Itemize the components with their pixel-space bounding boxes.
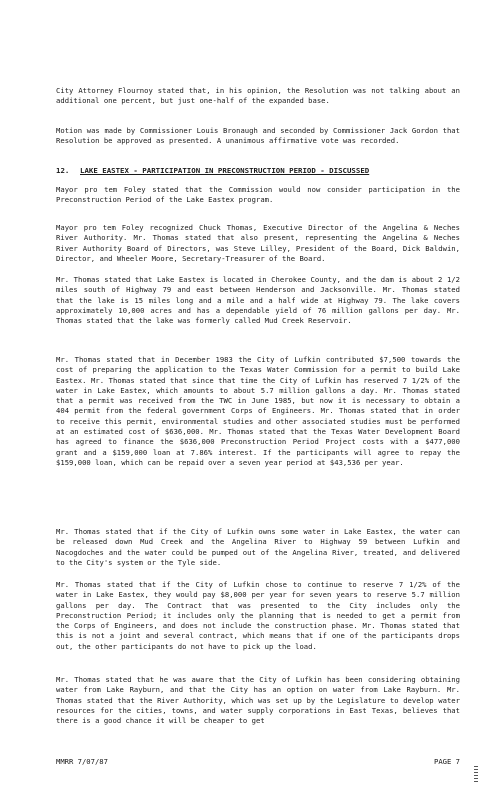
footer-date: MMRR 7/07/87 <box>56 757 108 766</box>
paragraph-water-release: Mr. Thomas stated that if the City of Lufkin owns some water in Lake Eastex, the water can be released down Mud Creek and the Angelina River to Highway 59 between Lufkin and Nacogdoches and the water could be pumped out of the Angelina River, treated, and delivered to the City's system or the Tyle side. <box>56 527 460 567</box>
footer-page-number: PAGE 7 <box>434 757 460 766</box>
paragraph-motion: Motion was made by Commissioner Louis Bronaugh and seconded by Commissioner Jack Gordon that Resolution be approved as presented. A unanimous affirmative vote was recorded. <box>56 126 460 146</box>
margin-scan-mark <box>474 766 478 784</box>
section-number: 12. <box>56 166 70 175</box>
section-heading <box>56 166 466 176</box>
paragraph-reserve: Mr. Thomas stated that if the City of Lufkin chose to continue to reserve 7 1/2% of the water in Lake Eastex, they would pay $8,000 per year for seven years to reserve 5.7 million gallons per day. The Contract that was presented to the City includes only the Preconstruction Period; it includes only the planning that is needed to get a permit from the Corps of Engineers, and does not include the construction phase. Mr. Thomas stated that this is not a joint and several contract, which means that if one of the participants drops out, the other participants do not have to pick up the load. <box>56 580 460 651</box>
paragraph-mayor-consider: Mayor pro tem Foley stated that the Commission would now consider participation in the Preconstruction Period of the Lake Eastex program. <box>56 185 460 205</box>
section-title: LAKE EASTEX - PARTICIPATION IN PRECONSTRUCTION PERIOD - DISCUSSED <box>80 166 370 175</box>
paragraph-city-attorney: City Attorney Flournoy stated that, in his opinion, the Resolution was not talking about an additional one percent, but just one-half of the expanded base. <box>56 86 460 106</box>
paragraph-lake-rayburn: Mr. Thomas stated that he was aware that the City of Lufkin has been considering obtaining water from Lake Rayburn, and that the City has an option on water from Lake Rayburn. Mr. Thomas stated that the River Authority, which was set up by the Legislature to develop water resources for the cities, towns, and water supply corporations in East Texas, believes that there is a good chance it will be cheaper to get <box>56 675 460 726</box>
paragraph-lake-location: Mr. Thomas stated that Lake Eastex is located in Cherokee County, and the dam is about 2 1/2 miles south of Highway 79 and east between Henderson and Jacksonville. Mr. Thomas stated that the lake is 15 miles long and a mile and a half wide at Highway 79. The lake covers approximately 10,000 acres and has a dependable yield of 76 million gallons per day. Mr. Thomas stated that the lake was formerly called Mud Creek Reservoir. <box>56 275 460 326</box>
paragraph-mayor-recognized: Mayor pro tem Foley recognized Chuck Thomas, Executive Director of the Angelina & Neches River Authority. Mr. Thomas stated that also present, representing the Angelina & Neches River Authority Board of Directors, was Steve Lilley, President of the Board, Dick Baldwin, Director, and Wheeler Moore, Secretary-Treasurer of the Board. <box>56 223 460 263</box>
paragraph-contribution: Mr. Thomas stated that in December 1983 the City of Lufkin contributed $7,500 towards the cost of preparing the application to the Texas Water Commission for a permit to build Lake Eastex. Mr. Thomas stated that since that time the City of Lufkin has reserved 7 1/2% of the water in Lake Eastex, which amounts to about 5.7 million gallons a day. Mr. Thomas stated that a permit was received from the TWC in June 1985, but now it is necessary to obtain a 404 permit from the federal government Corps of Engineers. Mr. Thomas stated that in order to receive this permit, environmental studies and other associated studies must be performed at an estimated cost of $636,000. Mr. Thomas stated that the Texas Water Development Board has agreed to finance the $636,000 Preconstruction Period Project costs with a $477,000 grant and a $159,000 loan at 7.86% interest. If the participants will agree to repay the $159,000 loan, which can be repaid over a seven year period at $43,536 per year. <box>56 355 460 467</box>
